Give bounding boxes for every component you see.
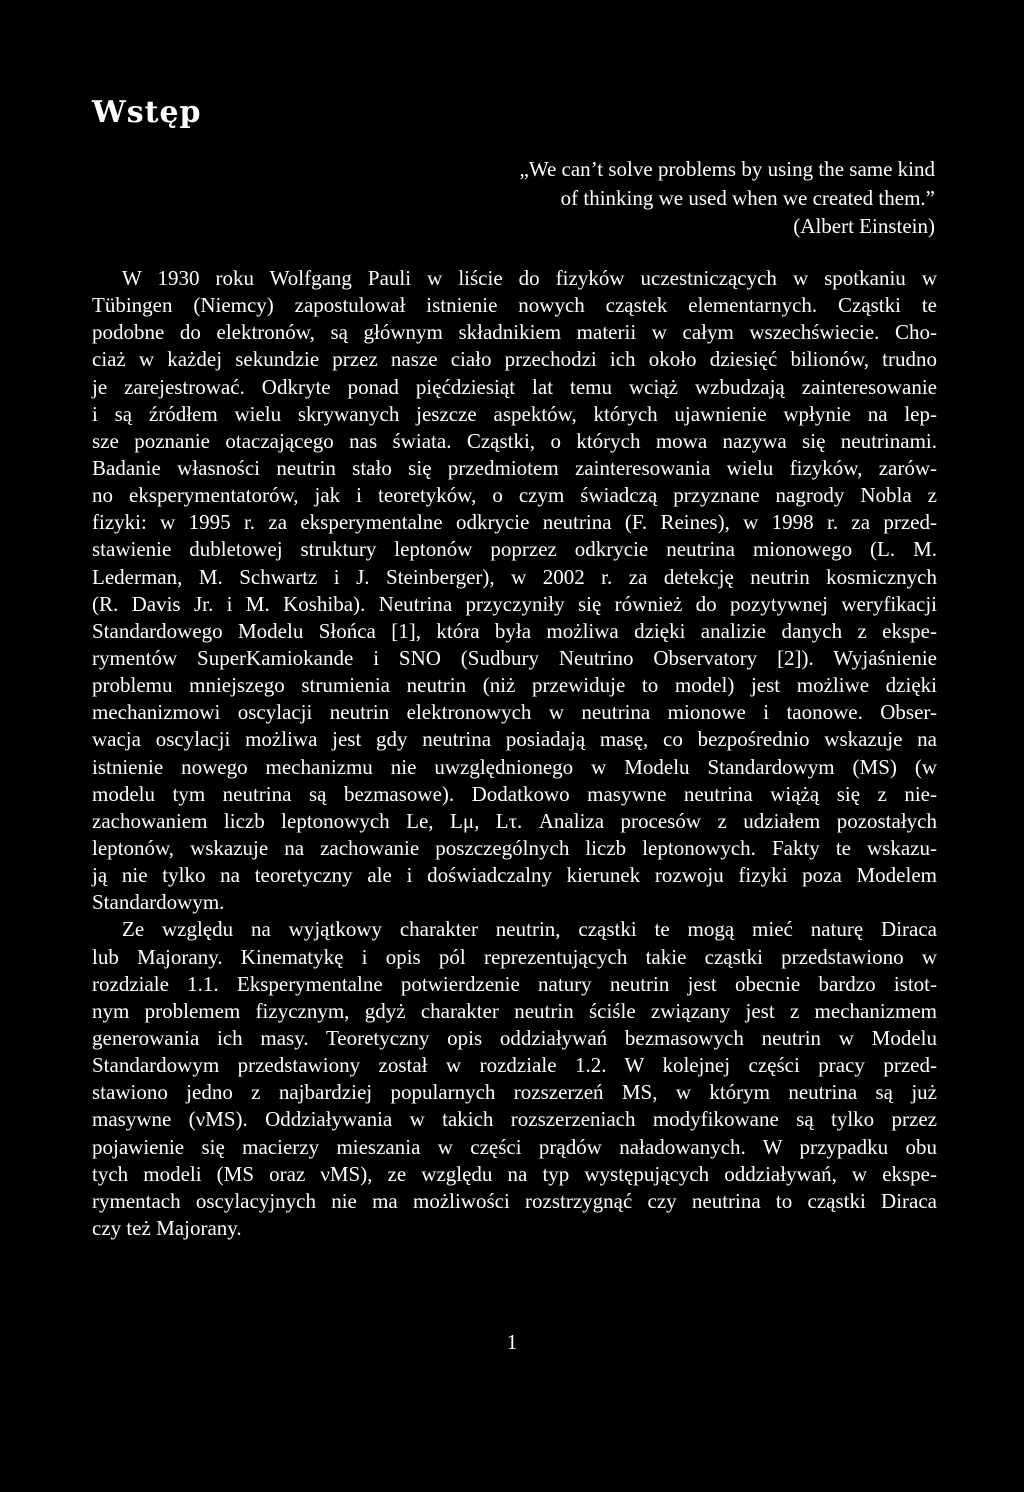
paragraph-line: Lederman, M. Schwartz i J. Steinberger), w 2002 r. za detekcję neutrin kosmicznych (92, 564, 937, 589)
paragraph-line: pojawienie się macierzy mieszania w części prądów naładowanych. W przypadku obu (92, 1134, 937, 1159)
page-number: 1 (506, 1330, 518, 1354)
paragraph-line: sze poznanie otaczającego nas świata. Cząstki, o których mowa nazywa się neutrinami. (92, 428, 937, 453)
paragraph-line: leptonów, wskazuje na zachowanie poszczególnych liczb leptonowych. Fakty te wskazu- (92, 835, 937, 860)
paragraph-line: stawienie dubletowej struktury leptonów poprzez odkrycie neutrina mionowego (L. M. (92, 537, 937, 562)
paragraph-line: ciaż w każdej sekundzie przez nasze ciało przechodzi ich około dziesięć bilionów, trudno (92, 347, 937, 372)
paragraph-line: Ze względu na wyjątkowy charakter neutrin, cząstki te mogą mieć naturę Diraca (122, 917, 937, 942)
epigraph (415, 155, 935, 241)
paragraph-line: mechanizmowi oscylacji neutrin elektronowych w neutrina mionowe i taonowe. Obser- (92, 700, 937, 725)
paragraph-line: wacja oscylacji możliwa jest gdy neutrina posiadają masę, co bezpośrednio wskazuje na (92, 727, 937, 752)
epigraph-line: of thinking we used when we created them.” (560, 185, 935, 210)
paragraph-line: Standardowym. (92, 890, 225, 915)
paragraph-line: rymentach oscylacyjnych nie ma możliwości rozstrzygnąć czy neutrina to cząstki Diraca (92, 1188, 937, 1213)
paragraph-line: Badanie własności neutrin stało się przedmiotem zainteresowania wielu fizyków, zarów- (92, 455, 937, 480)
paragraph-line: rymentów SuperKamiokande i SNO (Sudbury Neutrino Observatory [2]). Wyjaśnienie (92, 645, 937, 670)
paragraph-line: Standardowego Modelu Słońca [1], która była możliwa dzięki analizie danych z ekspe- (92, 618, 937, 643)
paragraph-line: generowania ich masy. Teoretyczny opis oddziaływań bezmasowych neutrin w Modelu (92, 1025, 937, 1050)
paragraph-line: ją nie tylko na teoretyczny ale i doświadczalny kierunek rozwoju fizyki poza Modelem (92, 863, 937, 888)
epigraph-line: „We can’t solve problems by using the same kind (519, 157, 935, 181)
paragraph-line: (R. Davis Jr. i M. Koshiba). Neutrina przyczyniły się również do pozytywnej weryfikacji (92, 591, 937, 616)
paragraph-line: Standardowym przedstawiony został w rozdziale 1.2. W kolejnej części pracy przed- (92, 1053, 937, 1078)
epigraph-attribution: (Albert Einstein) (793, 214, 935, 238)
body-text (92, 265, 937, 1242)
paragraph-line: nym problemem fizycznym, gdyż charakter neutrin ściśle związany jest z mechanizmem (92, 998, 937, 1023)
paragraph-line: lub Majorany. Kinematykę i opis pól reprezentujących takie cząstki przedstawiono w (92, 944, 937, 969)
paragraph-line: rozdziale 1.1. Eksperymentalne potwierdzenie natury neutrin jest obecnie bardzo istot- (92, 971, 937, 996)
paragraph-line: stawiono jedno z najbardziej popularnych rozszerzeń MS, w którym neutrina są już (92, 1080, 937, 1105)
paragraph-line: no eksperymentatorów, jak i teoretyków, o czym świadczą przyznane nagrody Nobla z (92, 483, 937, 508)
paragraph-line: modelu tym neutrina są bezmasowe). Dodatkowo masywne neutrina wiążą się z nie- (92, 781, 937, 806)
paragraph-line: zachowaniem liczb leptonowych Le, Lμ, Lτ. Analiza procesów z udziałem pozostałych (92, 808, 937, 833)
paragraph-line: fizyki: w 1995 r. za eksperymentalne odkrycie neutrina (F. Reines), w 1998 r. za przed- (92, 510, 937, 535)
paragraph-line: je zarejestrować. Odkryte ponad pięćdziesiąt lat temu wciąż wzbudzają zainteresowanie (92, 374, 937, 399)
paragraph-line: masywne (νMS). Oddziaływania w takich rozszerzeniach modyfikowane są tylko przez (92, 1107, 937, 1132)
paragraph-line: Tübingen (Niemcy) zapostulował istnienie nowych cząstek elementarnych. Cząstki te (92, 293, 937, 318)
paragraph-line: tych modeli (MS oraz νMS), ze względu na typ występujących oddziaływań, w ekspe- (92, 1161, 937, 1186)
paragraph-line: istnienie nowego mechanizmu nie uwzględnionego w Modelu Standardowym (MS) (w (92, 754, 937, 779)
paragraph-line: W 1930 roku Wolfgang Pauli w liście do fizyków uczestniczących w spotkaniu w (122, 266, 937, 290)
paragraph-line: podobne do elektronów, są głównym składnikiem materii w całym wszechświecie. Cho- (92, 320, 937, 345)
paragraph-line: czy też Majorany. (92, 1215, 242, 1240)
paragraph-line: problemu mniejszego strumienia neutrin (niż przewiduje to model) jest możliwe dzięki (92, 673, 937, 698)
paragraph-line: i są źródłem wielu skrywanych jeszcze aspektów, których ujawnienie wpłynie na lep- (92, 401, 937, 426)
section-heading: Wstęp (92, 95, 202, 130)
